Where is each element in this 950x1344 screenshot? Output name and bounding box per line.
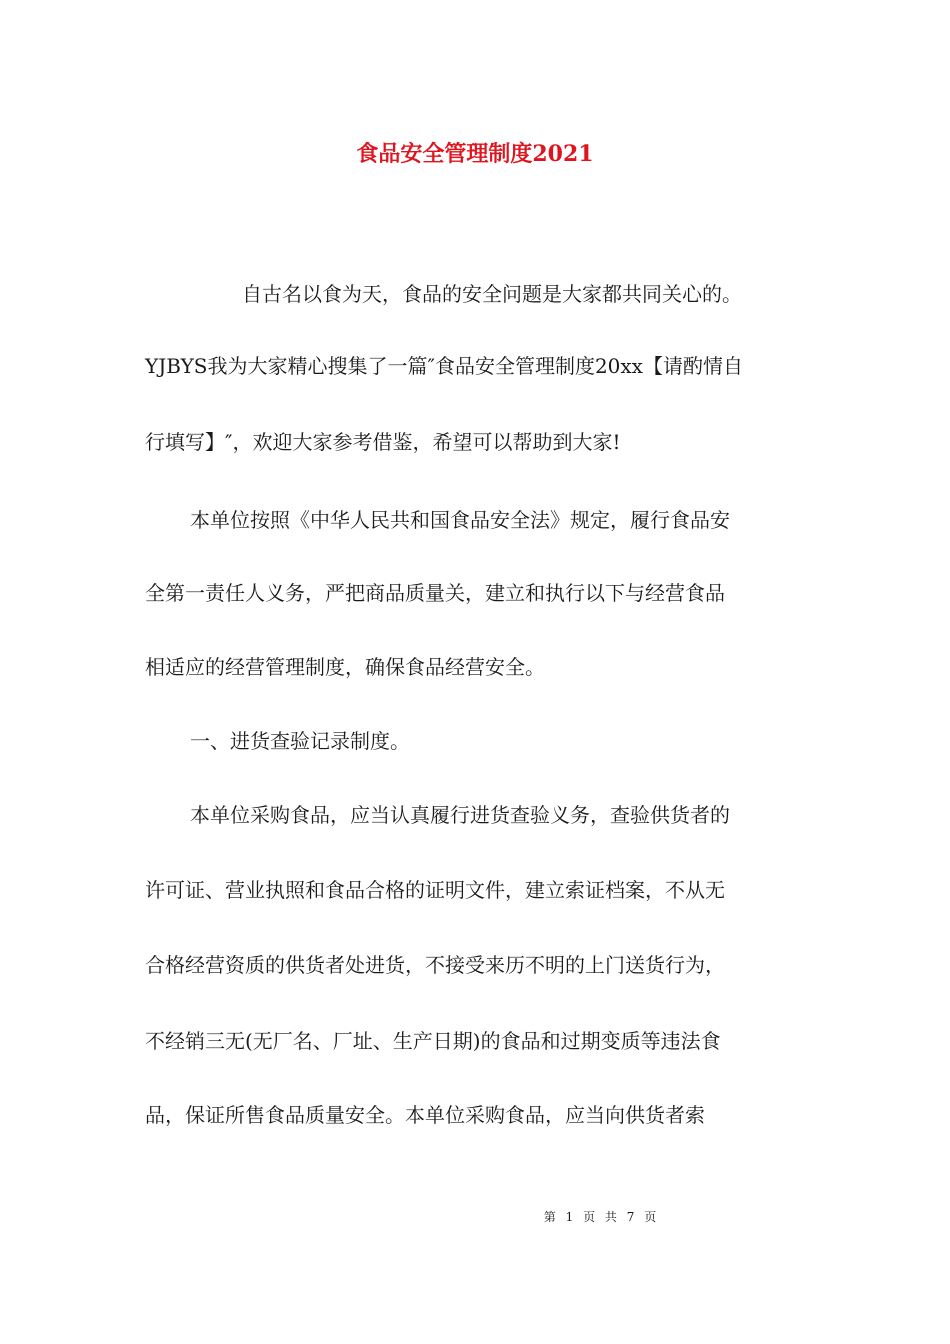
paragraph-line: YJBYS我为大家精心搜集了一篇″食品安全管理制度20xx【请酌情自 bbox=[145, 354, 743, 378]
paragraph-line: 本单位按照《中华人民共和国食品安全法》规定，履行食品安 bbox=[190, 508, 730, 532]
section-heading: 一、进货查验记录制度。 bbox=[190, 729, 410, 753]
document-title: 食品安全管理制度2021 bbox=[356, 141, 594, 167]
paragraph-line: 全第一责任人义务，严把商品质量关，建立和执行以下与经营食品 bbox=[145, 581, 725, 605]
paragraph-line: 行填写】″，欢迎大家参考借鉴，希望可以帮助到大家! bbox=[145, 430, 621, 454]
footer-prefix: 第 bbox=[543, 1210, 556, 1224]
paragraph-line: 合格经营资质的供货者处进货，不接受来历不明的上门送货行为， bbox=[145, 953, 725, 977]
paragraph-line: 不经销三无(无厂名、厂址、生产日期)的食品和过期变质等违法食 bbox=[145, 1029, 721, 1053]
paragraph-line: 自古名以食为天，食品的安全问题是大家都共同关心的。 bbox=[242, 282, 742, 306]
paragraph-line: 相适应的经营管理制度，确保食品经营安全。 bbox=[145, 655, 545, 679]
footer-total-pages: 7 bbox=[626, 1210, 635, 1224]
page-footer bbox=[0, 1208, 950, 1225]
footer-total-word: 共 bbox=[604, 1210, 617, 1224]
footer-page-word: 页 bbox=[583, 1210, 596, 1224]
paragraph-line: 品，保证所售食品质量安全。本单位采购食品，应当向供货者索 bbox=[145, 1103, 705, 1127]
footer-page-number: 1 bbox=[565, 1210, 574, 1224]
footer-suffix: 页 bbox=[644, 1210, 657, 1224]
paragraph-line: 许可证、营业执照和食品合格的证明文件，建立索证档案，不从无 bbox=[145, 878, 725, 902]
paragraph-line: 本单位采购食品，应当认真履行进货查验义务，查验供货者的 bbox=[190, 803, 730, 827]
